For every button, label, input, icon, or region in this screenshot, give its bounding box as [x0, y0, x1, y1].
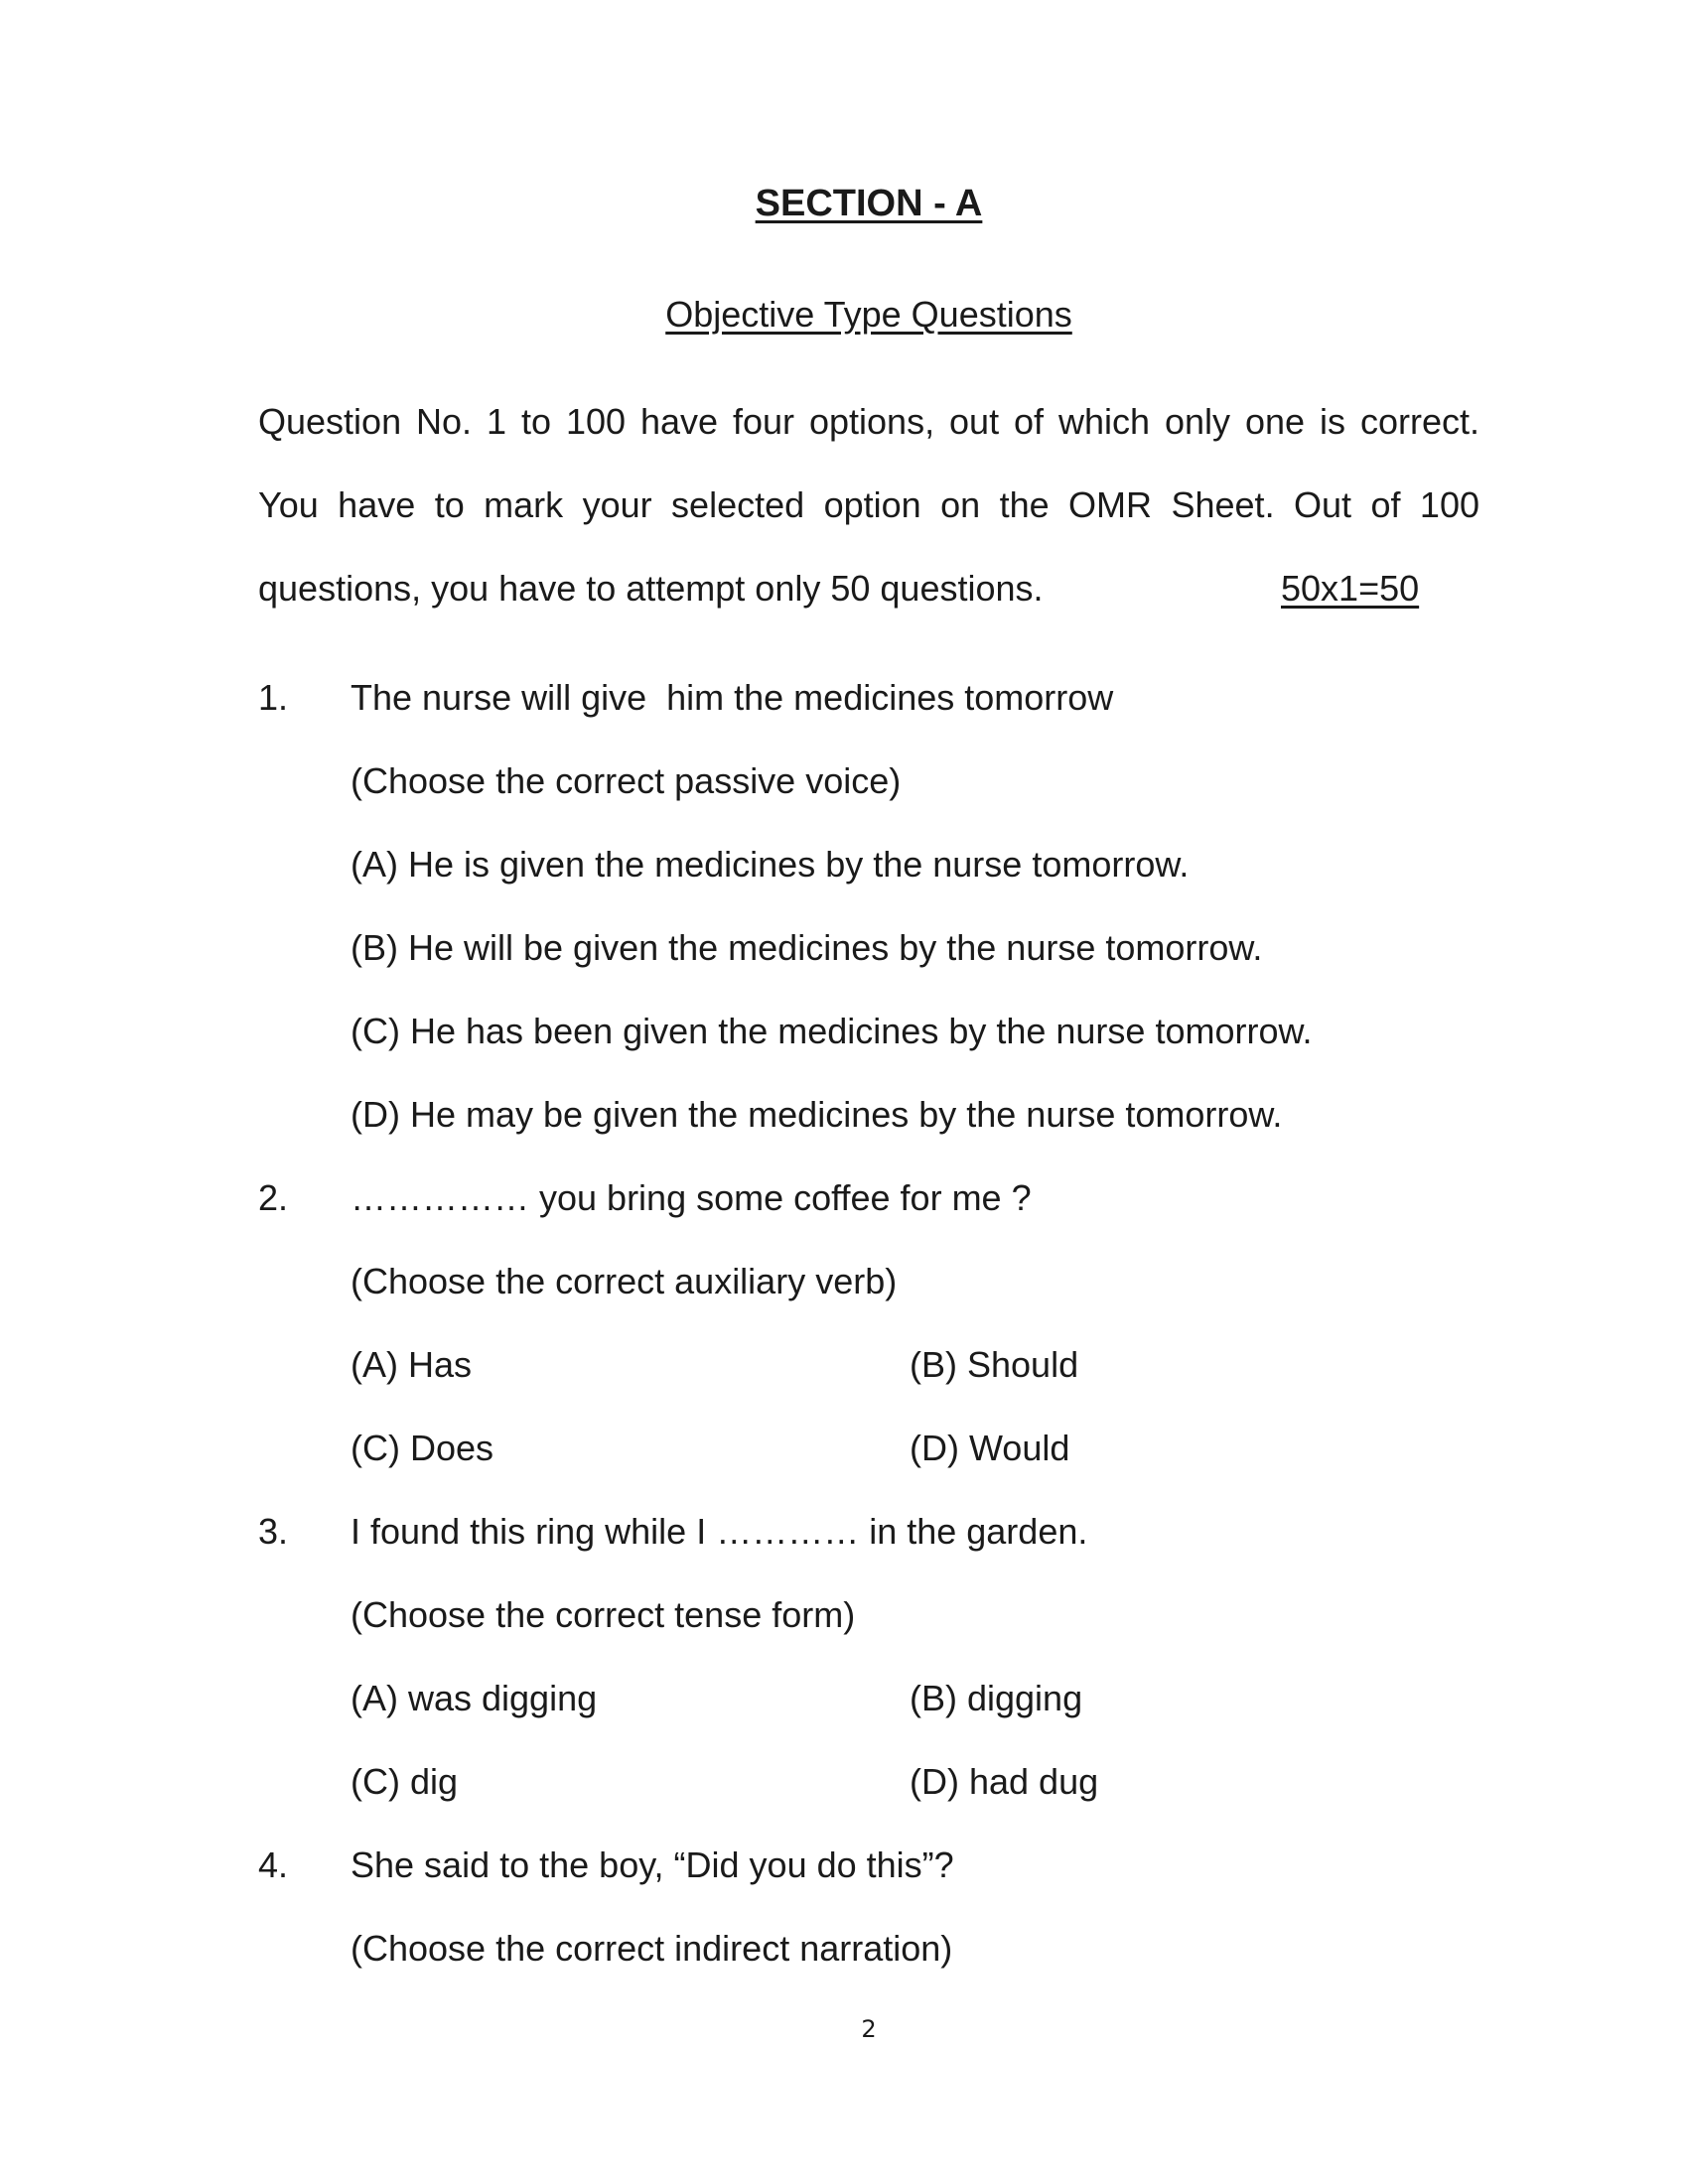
instructions-line-1: Question No. 1 to 100 have four options, out of which only one is correct. — [258, 401, 1479, 442]
question-text: She said to the boy, “Did you do this”? — [351, 1844, 954, 1885]
option-b: (B) Should — [910, 1344, 1079, 1385]
option-c: (C) Does — [351, 1428, 494, 1468]
question-instruction: (Choose the correct passive voice) — [351, 760, 902, 801]
question-instruction: (Choose the correct auxiliary verb) — [351, 1261, 898, 1301]
instructions-line-3: questions, you have to attempt only 50 questions. — [258, 568, 1044, 609]
question-number: 4. — [258, 1844, 289, 1885]
option-b: (B) He will be given the medicines by the nurse tomorrow. — [351, 927, 1263, 968]
question-text: …………… you bring some coffee for me ? — [351, 1177, 1032, 1218]
option-c: (C) dig — [351, 1761, 459, 1802]
option-d: (D) He may be given the medicines by the nurse tomorrow. — [351, 1094, 1283, 1135]
marks-allocation: 50x1=50 — [1281, 568, 1420, 609]
section-subtitle: Objective Type Questions — [665, 294, 1072, 335]
option-c: (C) He has been given the medicines by the nurse tomorrow. — [351, 1011, 1313, 1051]
question-number: 1. — [258, 677, 289, 718]
page-number: 2 — [861, 2015, 877, 2043]
option-a: (A) was digging — [351, 1678, 598, 1718]
option-b: (B) digging — [910, 1678, 1083, 1718]
question-number: 3. — [258, 1511, 289, 1552]
question-number: 2. — [258, 1177, 289, 1218]
instructions-line-2: You have to mark your selected option on the OMR Sheet. Out of 100 — [258, 484, 1479, 525]
question-instruction: (Choose the correct tense form) — [351, 1594, 856, 1635]
option-d: (D) had dug — [910, 1761, 1099, 1802]
question-text: I found this ring while I ………… in the garden. — [351, 1511, 1088, 1552]
question-instruction: (Choose the correct indirect narration) — [351, 1928, 953, 1969]
question-text: The nurse will give him the medicines tomorrow — [351, 677, 1114, 718]
option-a: (A) Has — [351, 1344, 473, 1385]
section-title: SECTION - A — [755, 183, 983, 224]
option-a: (A) He is given the medicines by the nurse tomorrow. — [351, 844, 1190, 885]
option-d: (D) Would — [910, 1428, 1070, 1468]
